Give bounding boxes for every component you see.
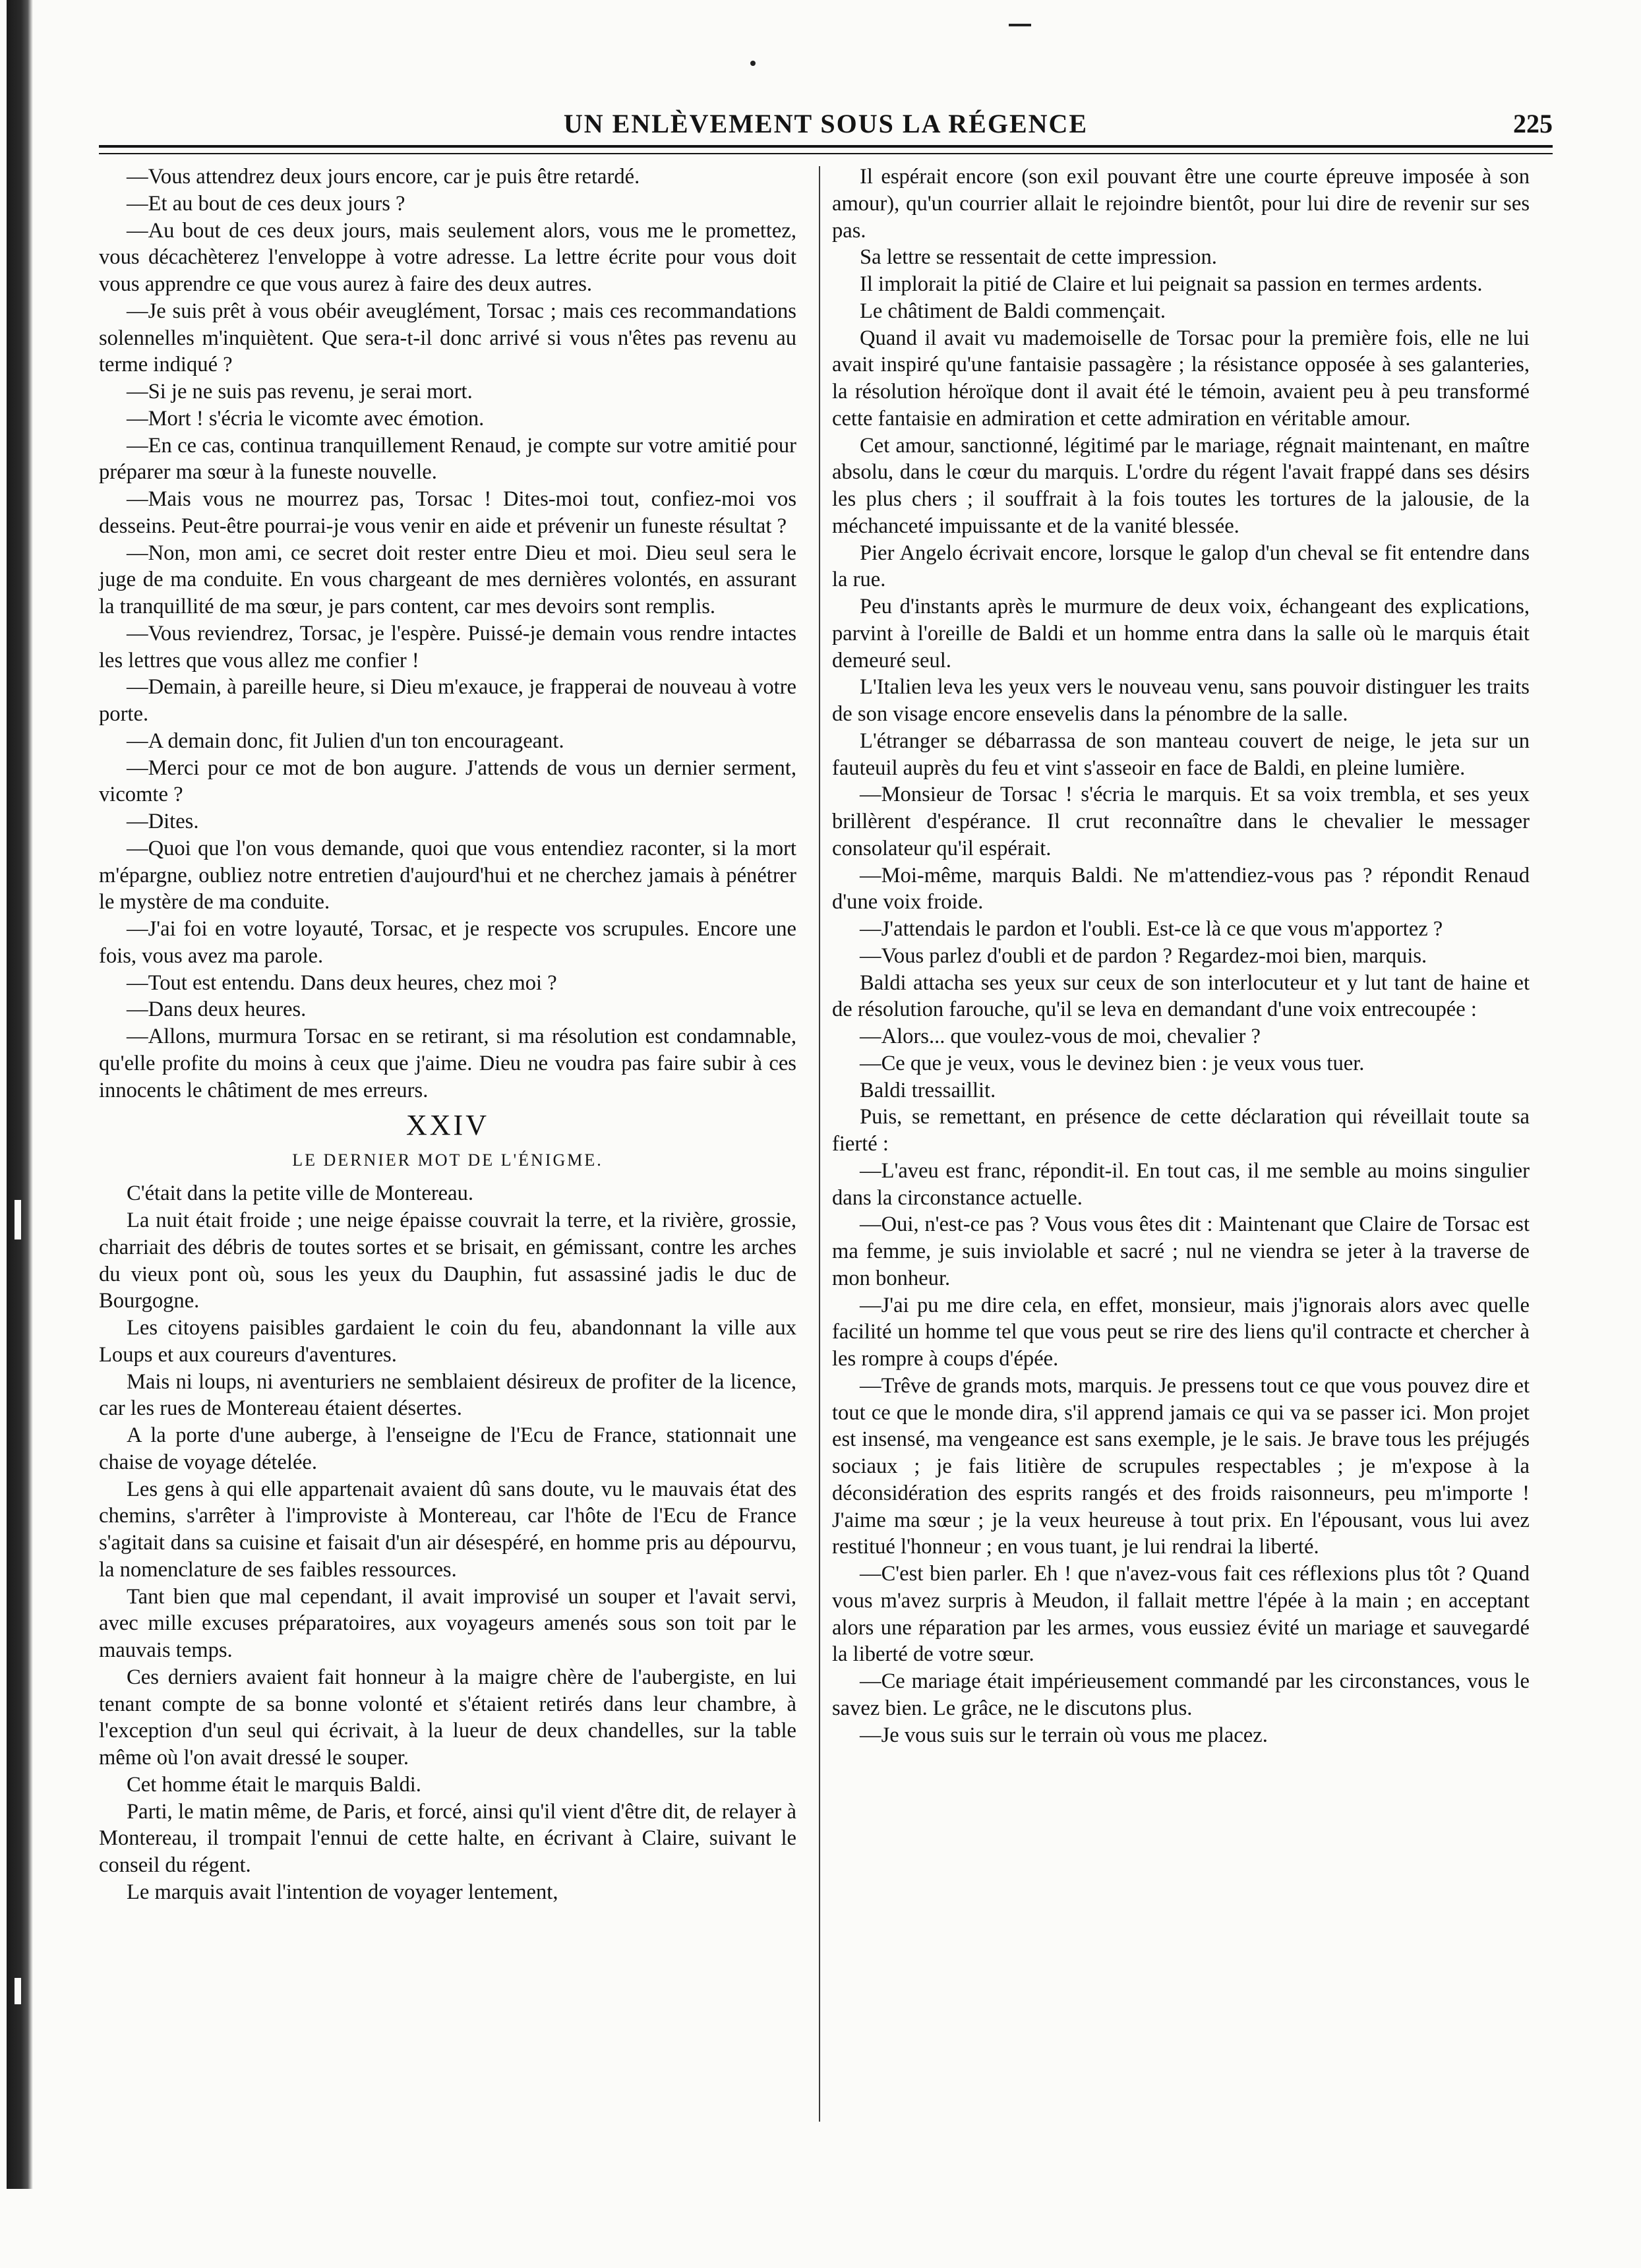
paragraph: —Demain, à pareille heure, si Dieu m'exauce, je frapperai de nouveau à votre porte. xyxy=(99,675,796,726)
print-mark xyxy=(1009,24,1031,26)
chapter-title: LE DERNIER MOT DE L'ÉNIGME. xyxy=(292,1150,603,1170)
paragraph: C'était dans la petite ville de Montereau. xyxy=(127,1181,474,1206)
paragraph: Cet amour, sanctionné, légitimé par le mariage, régnait maintenant, en maître absolu, dans le cœur du marquis. L'ordre du régent l'avait frappé dans ses désirs les plus chers ; il souffrait à la fois toutes les tortures de la jalousie, de la méchanceté impuissante et de la vanité blessée. xyxy=(832,433,1530,538)
paragraph: —Je suis prêt à vous obéir aveuglément, Torsac ; mais ces recommandations solennelles m'inquiètent. Que sera-t-il donc arrivé si vous n'êtes pas revenu au terme indiqué ? xyxy=(99,299,796,377)
paragraph: A la porte d'une auberge, à l'enseigne de l'Ecu de France, stationnait une chaise de voyage dételée. xyxy=(99,1423,796,1474)
running-head xyxy=(99,105,1553,142)
paragraph: —Je vous suis sur le terrain où vous me placez. xyxy=(860,1723,1268,1747)
paragraph: —Mort ! s'écria le vicomte avec émotion. xyxy=(127,406,485,431)
paragraph: —Non, mon ami, ce secret doit rester entre Dieu et moi. Dieu seul sera le juge de ma conduite. En vous chargeant de mes dernières volontés, en assurant la tranquillité de ma sœur, je pars content, car mes devoirs sont remplis. xyxy=(99,541,796,618)
paragraph: —Vous attendrez deux jours encore, car je puis être retardé. xyxy=(127,165,640,189)
paragraph: —Si je ne suis pas revenu, je serai mort. xyxy=(127,380,473,403)
paragraph: L'Italien leva les yeux vers le nouveau venu, sans pouvoir distinguer les traits de son visage encore ensevelis dans la pénombre de la salle. xyxy=(832,675,1530,726)
binding-speck xyxy=(15,1978,21,2004)
paragraph: Les gens à qui elle appartenait avaient dû sans doute, vu le mauvais état des chemins, s'arrêter à l'improviste à Montereau, car l'hôte de l'Ecu de France s'agitait dans sa cuisine et faisait d'un air désespéré, en homme pris au dépourvu, la nomenclature de ses faibles ressources. xyxy=(99,1477,796,1582)
paragraph: —J'ai foi en votre loyauté, Torsac, et je respecte vos scrupules. Encore une fois, vous avez ma parole. xyxy=(99,917,796,968)
paragraph: —Vous parlez d'oubli et de pardon ? Regardez-moi bien, marquis. xyxy=(860,943,1427,968)
left-column-dialogue xyxy=(99,164,796,1104)
paragraph: —Vous reviendrez, Torsac, je l'espère. Puissé-je demain vous rendre intactes les lettres que vous allez me confier ! xyxy=(99,621,796,672)
paragraph: —Tout est entendu. Dans deux heures, chez moi ? xyxy=(127,970,557,995)
paragraph: Baldi tressaillit. xyxy=(860,1078,996,1102)
paragraph: —Allons, murmura Torsac en se retirant, si ma résolution est condamnable, qu'elle profite du moins à ceux que j'aime. Dieu ne voudra pas faire subir à ces innocents le châtiment de mes erreurs. xyxy=(99,1025,796,1102)
paragraph: Sa lettre se ressentait de cette impression. xyxy=(860,245,1217,270)
print-dot xyxy=(750,61,756,66)
header-rule-thin xyxy=(99,153,1553,154)
chapter-number: XXIV xyxy=(406,1109,489,1142)
paragraph: Tant bien que mal cependant, il avait improvisé un souper et l'avait servi, avec mille excuses préparatoires, aux voyageurs amenés sous son toit par le mauvais temps. xyxy=(99,1584,796,1662)
left-column-chapter-text xyxy=(99,1180,796,1905)
paragraph: Ces derniers avaient fait honneur à la maigre chère de l'aubergiste, en lui tenant compte de sa bonne volonté et s'étaient retirés dans leur chambre, à l'exception d'un seul qui écrivait, à la lueur de deux chandelles, sur la table même où l'on avait dressé le souper. xyxy=(99,1665,796,1770)
paragraph: —C'est bien parler. Eh ! que n'avez-vous fait ces réflexions plus tôt ? Quand vous m'avez surpris à Meudon, il fallait mettre l'épée à la main ; en acceptant alors une réparation par les armes, vous eussiez évité un mariage et sauvegardé la liberté de votre sœur. xyxy=(832,1562,1530,1667)
page-number: 225 xyxy=(1513,109,1553,138)
binding-shadow xyxy=(7,0,33,2189)
paragraph: La nuit était froide ; une neige épaisse couvrait la terre, et la rivière, grossie, charriait des débris de toutes sortes et se brisait, en gémissant, contre les arches du vieux pont où, sous les yeux du Dauphin, fut assassiné jadis le duc de Bourgogne. xyxy=(99,1209,796,1313)
running-title: UN ENLÈVEMENT SOUS LA RÉGENCE xyxy=(563,109,1089,138)
paragraph: Baldi attacha ses yeux sur ceux de son interlocuteur et y lut tant de haine et de résolution farouche, qu'il se leva en demandant d'une voix entrecoupée : xyxy=(832,970,1530,1022)
paragraph: Peu d'instants après le murmure de deux voix, échangeant des explications, parvint à l'oreille de Baldi et un homme entra dans la salle où le marquis était demeuré seul. xyxy=(832,595,1530,672)
paragraph: Mais ni loups, ni aventuriers ne semblaient désireux de profiter de la licence, car les rues de Montereau étaient désertes. xyxy=(99,1369,796,1421)
right-column-text xyxy=(832,164,1530,1748)
paragraph: —Alors... que voulez-vous de moi, chevalier ? xyxy=(860,1025,1261,1048)
paragraph: —Dites. xyxy=(127,810,199,833)
paragraph: —Monsieur de Torsac ! s'écria le marquis. Et sa voix trembla, et ses yeux brillèrent d'espérance. Il crut reconnaître dans le chevalier le messager consolateur qu'il espérait. xyxy=(832,783,1530,860)
paragraph: L'étranger se débarrassa de son manteau couvert de neige, le jeta sur un fauteuil auprès du feu et vint s'asseoir en face de Baldi, en pleine lumière. xyxy=(832,729,1530,780)
paragraph: —J'attendais le pardon et l'oubli. Est-ce là ce que vous m'apportez ? xyxy=(860,917,1443,941)
paragraph: —Merci pour ce mot de bon augure. J'attends de vous un dernier serment, vicomte ? xyxy=(99,756,796,807)
paragraph: —Moi-même, marquis Baldi. Ne m'attendiez-vous pas ? répondit Renaud d'une voix froide. xyxy=(832,863,1530,914)
paragraph: —Oui, n'est-ce pas ? Vous vous êtes dit : Maintenant que Claire de Torsac est ma femme, je suis inviolable et sacré ; nul ne viendra se jeter à la traverse de mon bonheur. xyxy=(832,1212,1530,1290)
paragraph: Cet homme était le marquis Baldi. xyxy=(127,1772,421,1797)
column-divider xyxy=(819,166,820,2122)
paragraph: —Au bout de ces deux jours, mais seulement alors, vous me le promettez, vous décachèterez l'enveloppe à votre adresse. La lettre écrite pour vous doit vous apprendre ce que vous aurez à faire des deux autres. xyxy=(99,218,796,296)
paragraph: —J'ai pu me dire cela, en effet, monsieur, mais j'ignorais alors avec quelle facilité un homme tel que vous peut se rire des liens qu'il contracte et chercher à les rompre à coups d'épée. xyxy=(832,1293,1530,1371)
paragraph: —Et au bout de ces deux jours ? xyxy=(127,191,405,216)
paragraph: Puis, se remettant, en présence de cette déclaration qui réveillait toute sa fierté : xyxy=(832,1105,1530,1156)
right-column xyxy=(832,164,1530,1748)
left-column xyxy=(99,164,796,1906)
paragraph: Le marquis avait l'intention de voyager lentement, xyxy=(127,1880,558,1904)
paragraph: —Mais vous ne mourrez pas, Torsac ! Dites-moi tout, confiez-moi vos desseins. Peut-être pourrai-je vous venir en aide et prévenir un funeste résultat ? xyxy=(99,487,796,538)
paragraph: —Dans deux heures. xyxy=(127,998,307,1022)
paragraph: —A demain donc, fit Julien d'un ton encourageant. xyxy=(127,729,564,753)
paragraph: Il implorait la pitié de Claire et lui peignait sa passion en termes ardents. xyxy=(860,272,1483,296)
paragraph: —Trêve de grands mots, marquis. Je pressens tout ce que vous pouvez dire et tout ce que le monde dira, s'il apprend jamais ce qui va se passer ici. Mon projet est insensé, ma vengeance est sans exemple, je le sais. Je brave tous les préjugés sociaux ; je fais litière de scrupules respectables ; je m'expose à la déconsidération des esprits rangés et des froids raisonneurs, peu m'importe ! J'aime ma sœur ; je la veux heureuse à tout prix. En l'épousant, vous lui avez restitué l'honneur ; en vous tuant, je lui rendrai la liberté. xyxy=(832,1373,1530,1559)
paragraph: Pier Angelo écrivait encore, lorsque le galop d'un cheval se fit entendre dans la rue. xyxy=(832,541,1530,592)
paragraph: —Ce mariage était impérieusement commandé par les circonstances, vous le savez bien. Le grâce, ne le discutons plus. xyxy=(832,1669,1530,1720)
paragraph: Le châtiment de Baldi commençait. xyxy=(860,299,1166,323)
paragraph: —Ce que je veux, vous le devinez bien : je veux vous tuer. xyxy=(860,1051,1365,1075)
paragraph: —Quoi que l'on vous demande, quoi que vous entendiez raconter, si la mort m'épargne, oubliez notre entretien d'aujourd'hui et ne cherchez jamais à pénétrer le mystère de ma conduite. xyxy=(99,836,796,914)
paragraph: —L'aveu est franc, répondit-il. En tout cas, il me semble au moins singulier dans la circonstance actuelle. xyxy=(832,1158,1530,1210)
header-rule-thick xyxy=(99,145,1553,148)
paragraph: Les citoyens paisibles gardaient le coin du feu, abandonnant la ville aux Loups et aux coureurs d'aventures. xyxy=(99,1316,796,1367)
paragraph: Quand il avait vu mademoiselle de Torsac pour la première fois, elle ne lui avait inspiré qu'une fantaisie passagère ; la résistance opposée à ses galanteries, la résolution héroïque dont il avait été le témoin, avaient peu à peu transformé cette fantaisie en admiration et cette admiration en véritable amour. xyxy=(832,326,1530,431)
paragraph: Parti, le matin même, de Paris, et forcé, ainsi qu'il vient d'être dit, de relayer à Montereau, il trompait l'ennui de cette halte, en écrivant à Claire, suivant le conseil du régent. xyxy=(99,1799,796,1877)
paragraph: Il espérait encore (son exil pouvant être une courte épreuve imposée à son amour), qu'un courrier allait le rejoindre bientôt, pour lui dire de revenir sur ses pas. xyxy=(832,165,1530,243)
binding-speck xyxy=(15,1200,21,1239)
paragraph: —En ce cas, continua tranquillement Renaud, je compte sur votre amitié pour préparer ma sœur à la funeste nouvelle. xyxy=(99,433,796,485)
